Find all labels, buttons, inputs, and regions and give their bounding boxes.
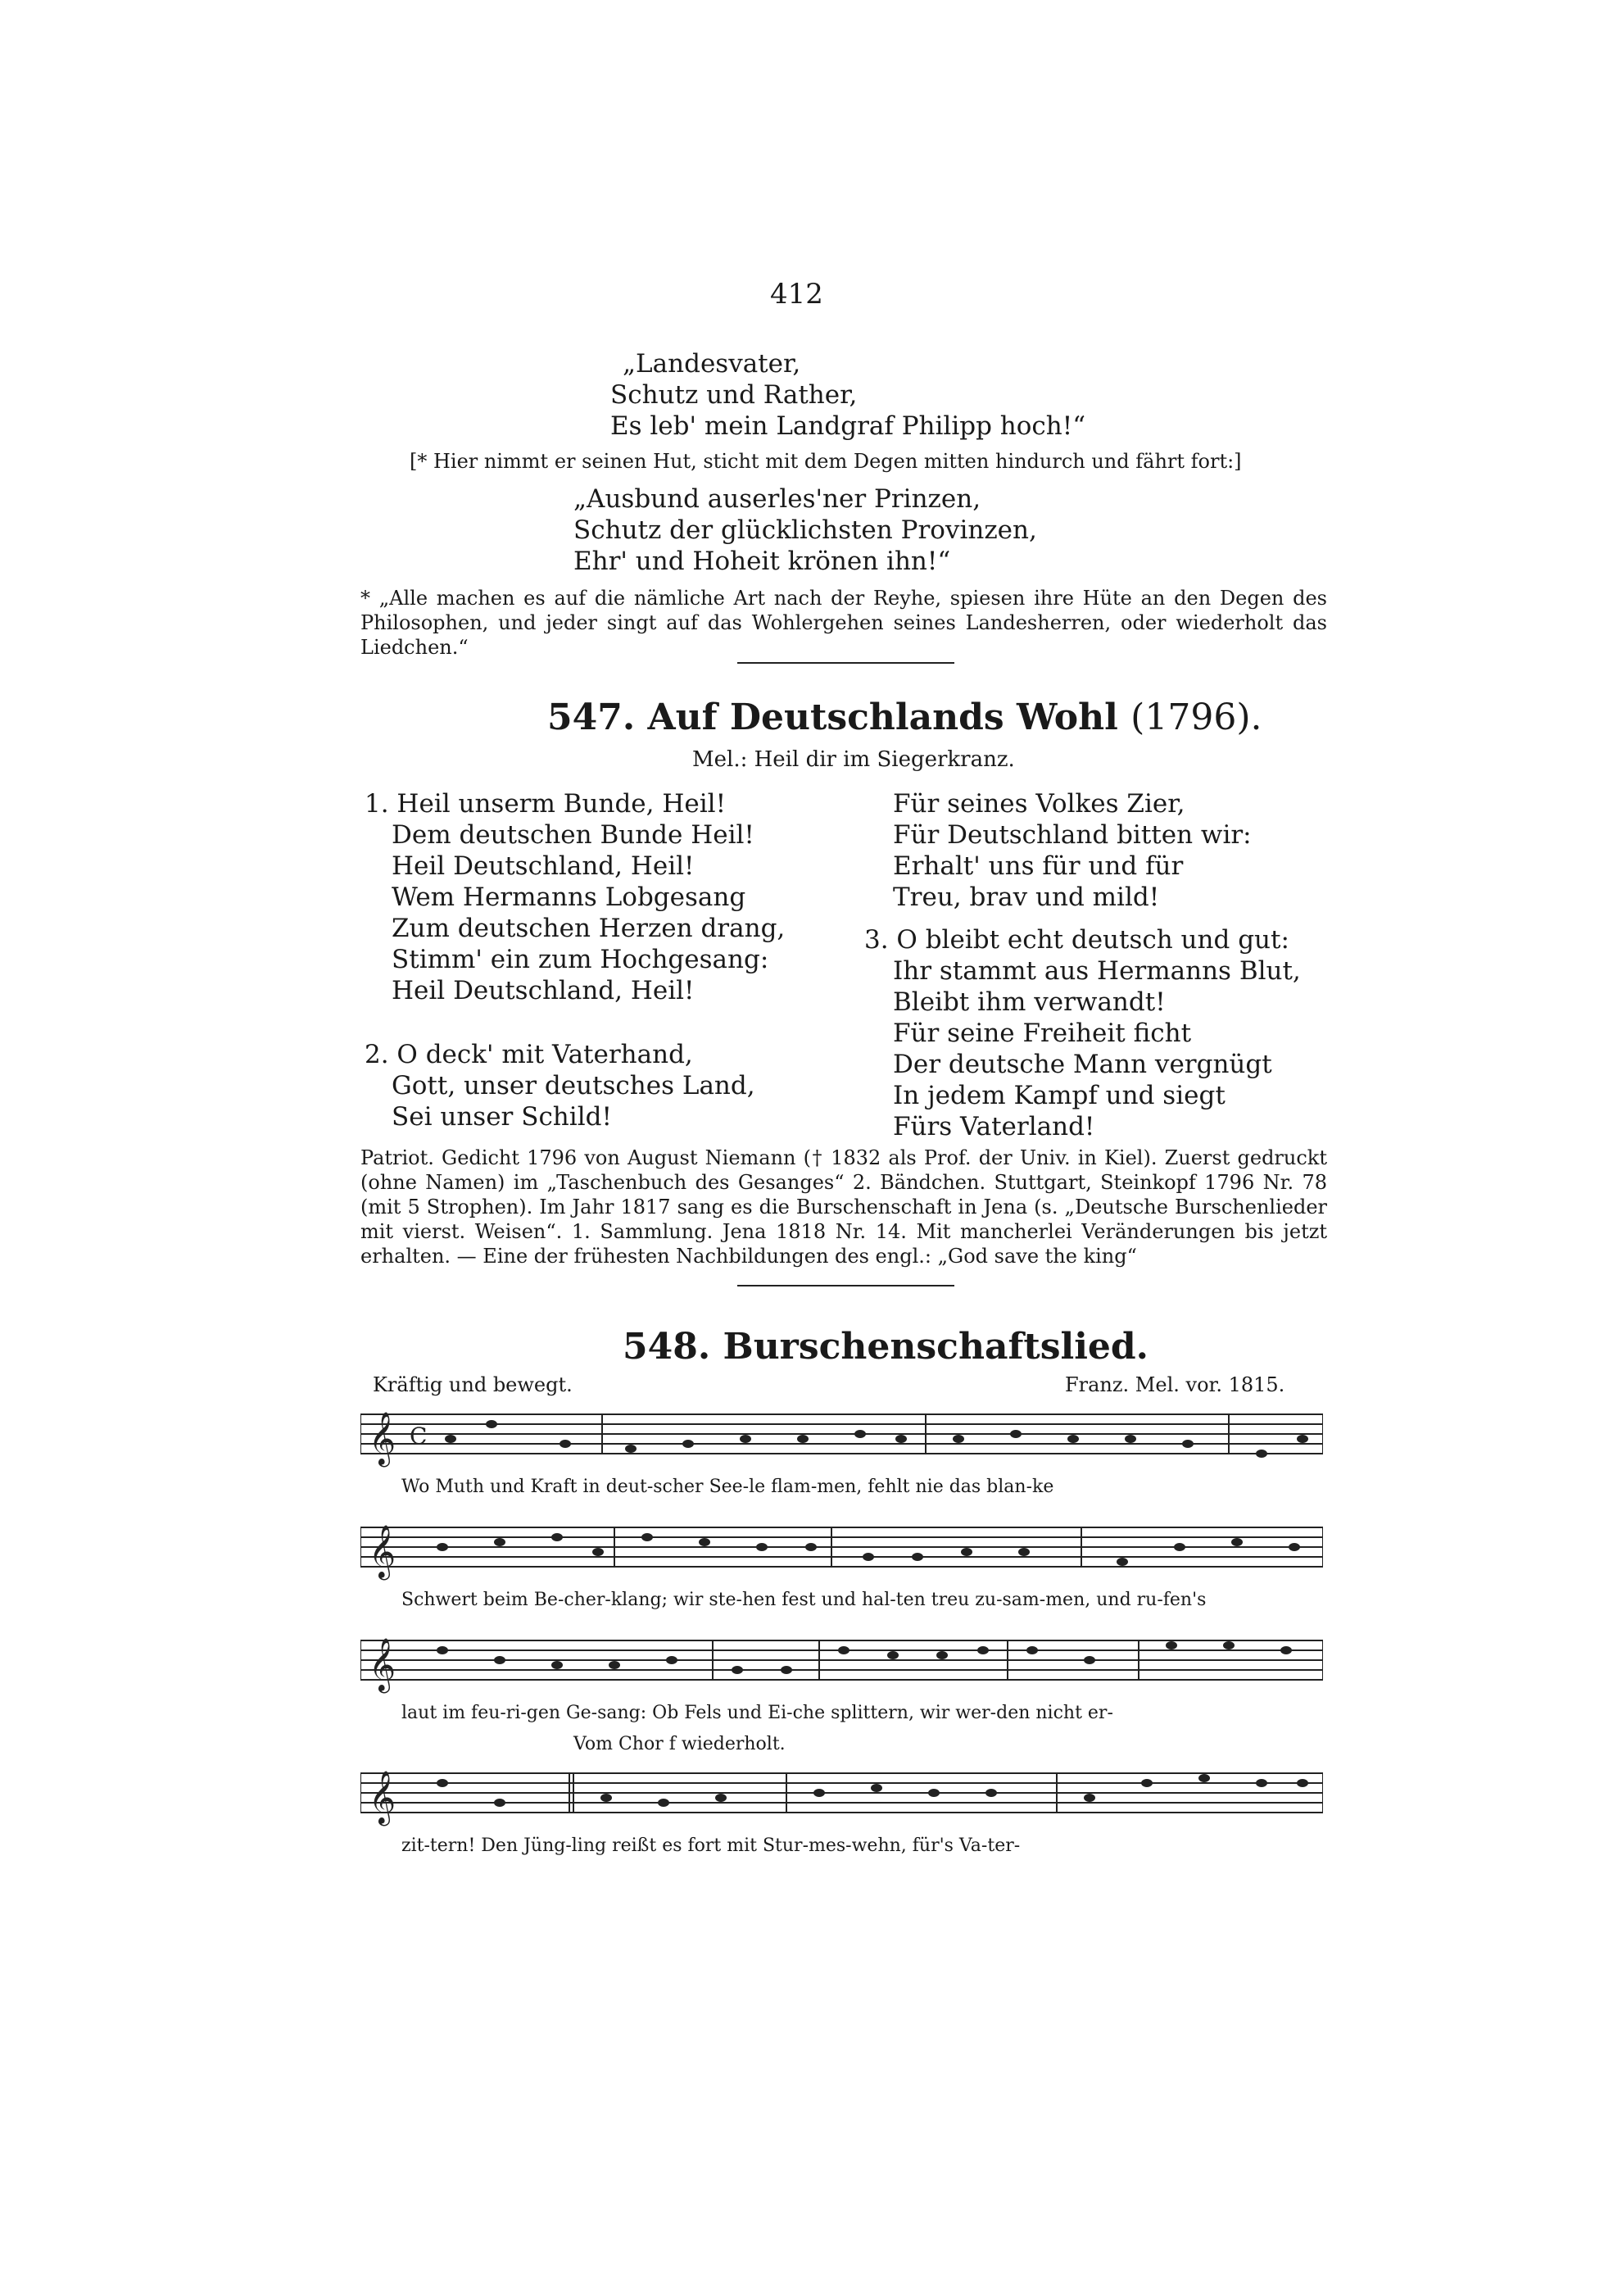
verse-line: Erhalt' uns für und für	[893, 851, 1184, 881]
tempo-marking: Kräftig und bewegt.	[373, 1373, 573, 1396]
verse-line: 3. O bleibt echt deutsch und gut:	[864, 925, 1289, 955]
verse-line: In jedem Kampf und siegt	[893, 1081, 1226, 1110]
music-staff-4	[360, 1762, 1323, 1827]
intro-line: Schutz der glücklichsten Provinzen,	[573, 515, 1037, 545]
melody-source: Franz. Mel. vor. 1815.	[1065, 1373, 1285, 1396]
svg-text:𝄞: 𝄞	[369, 1771, 396, 1824]
verse-line: Fürs Vaterland!	[893, 1112, 1095, 1141]
lyric-line: Wo Muth und Kraft in deut-scher See-le flam-men, fehlt nie das blan-ke	[401, 1477, 1054, 1497]
svg-text:𝄞: 𝄞	[369, 1412, 396, 1465]
svg-text:𝄞: 𝄞	[369, 1525, 396, 1578]
svg-text:𝄞: 𝄞	[369, 1638, 396, 1691]
song-number: 548.	[623, 1326, 711, 1368]
verse-line: Heil Deutschland, Heil!	[392, 976, 695, 1005]
song-title: Burschenschaftslied.	[723, 1326, 1149, 1368]
verse-line: Gott, unser deutsches Land,	[392, 1071, 755, 1100]
verse-line: Heil Deutschland, Heil!	[392, 851, 695, 881]
verse-line: Dem deutschen Bunde Heil!	[392, 820, 754, 850]
song-title: Auf Deutschlands Wohl	[647, 697, 1118, 738]
source-note: Patriot. Gedicht 1796 von August Niemann († 1832 als Prof. der Univ. in Kiel). Zuerst gedruckt (ohne Namen) im „Taschenbuch des Gesanges“ 2. Bändchen. Stuttgart, Steinkopf 1796 Nr. 78 (mit 5 Strophen). Im Jahr 1817 sang es die Burschenschaft in Jena (s. „Deutsche Burschenlieder mit vierst. Weisen“. 1. Sammlung. Jena 1818 Nr. 14. Mit mancherlei Veränderungen bis jetzt erhalten. — Eine der frühesten Nachbildungen des engl.: „God save the king“	[360, 1146, 1327, 1268]
lyric-line: zit-tern! Den Jüng-ling reißt es fort mit Stur-mes-wehn, für's Va-ter-	[401, 1835, 1021, 1856]
svg-text:C: C	[410, 1423, 428, 1450]
intro-line: Es leb' mein Landgraf Philipp hoch!“	[610, 411, 1086, 441]
verse-line: Treu, brav und mild!	[893, 883, 1160, 912]
intro-line: „Landesvater,	[623, 349, 801, 379]
verse-line: Für seines Volkes Zier,	[893, 789, 1185, 819]
page-number: 412	[770, 278, 823, 311]
music-staff-1	[360, 1403, 1323, 1468]
verse-line: Sei unser Schild!	[392, 1102, 612, 1132]
lyric-line: laut im feu-ri-gen Ge-sang: Ob Fels und Ei-che splittern, wir wer-den nicht er-	[401, 1703, 1113, 1723]
stage-direction: [* Hier nimmt er seinen Hut, sticht mit dem Degen mitten hindurch und fährt fort:]	[410, 450, 1242, 473]
song-548-heading	[623, 1326, 1149, 1368]
verse-line: Wem Hermanns Lobgesang	[392, 883, 746, 912]
divider	[737, 662, 954, 664]
verse-line: 1. Heil unserm Bunde, Heil!	[365, 789, 727, 819]
verse-line: Bleibt ihm verwandt!	[893, 987, 1166, 1017]
lyric-line: Schwert beim Be-cher-klang; wir ste-hen fest und hal-ten treu zu-sam-men, und ru-fen's	[401, 1590, 1207, 1610]
choir-note: Vom Chor f wiederholt.	[573, 1734, 786, 1754]
song-number: 547.	[547, 697, 636, 738]
song-547-heading	[547, 697, 1262, 738]
verse-line: Für seine Freiheit ficht	[893, 1019, 1192, 1048]
verse-line: Stimm' ein zum Hochgesang:	[392, 945, 769, 974]
verse-line: Für Deutschland bitten wir:	[893, 820, 1252, 850]
footnote: * „Alle machen es auf die nämliche Art nach der Reyhe, spiesen ihre Hüte an den Degen des Philosophen, und jeder singt auf das Wohlergehen seines Landesherren, oder wiederholt das Liedchen.“	[360, 587, 1327, 659]
song-year: (1796).	[1130, 697, 1262, 738]
intro-line: Schutz und Rather,	[610, 380, 858, 410]
verse-line: Zum deutschen Herzen drang,	[392, 914, 786, 943]
verse-line: Der deutsche Mann vergnügt	[893, 1050, 1272, 1079]
music-staff-3	[360, 1629, 1323, 1695]
verse-line: Ihr stammt aus Hermanns Blut,	[893, 956, 1301, 986]
intro-line: Ehr' und Hoheit krönen ihn!“	[573, 547, 951, 576]
divider	[737, 1285, 954, 1286]
melody-line: Mel.: Heil dir im Siegerkranz.	[692, 747, 1015, 772]
intro-line: „Ausbund auserles'ner Prinzen,	[573, 484, 981, 514]
music-staff-2	[360, 1516, 1323, 1581]
verse-line: 2. O deck' mit Vaterhand,	[365, 1040, 693, 1069]
